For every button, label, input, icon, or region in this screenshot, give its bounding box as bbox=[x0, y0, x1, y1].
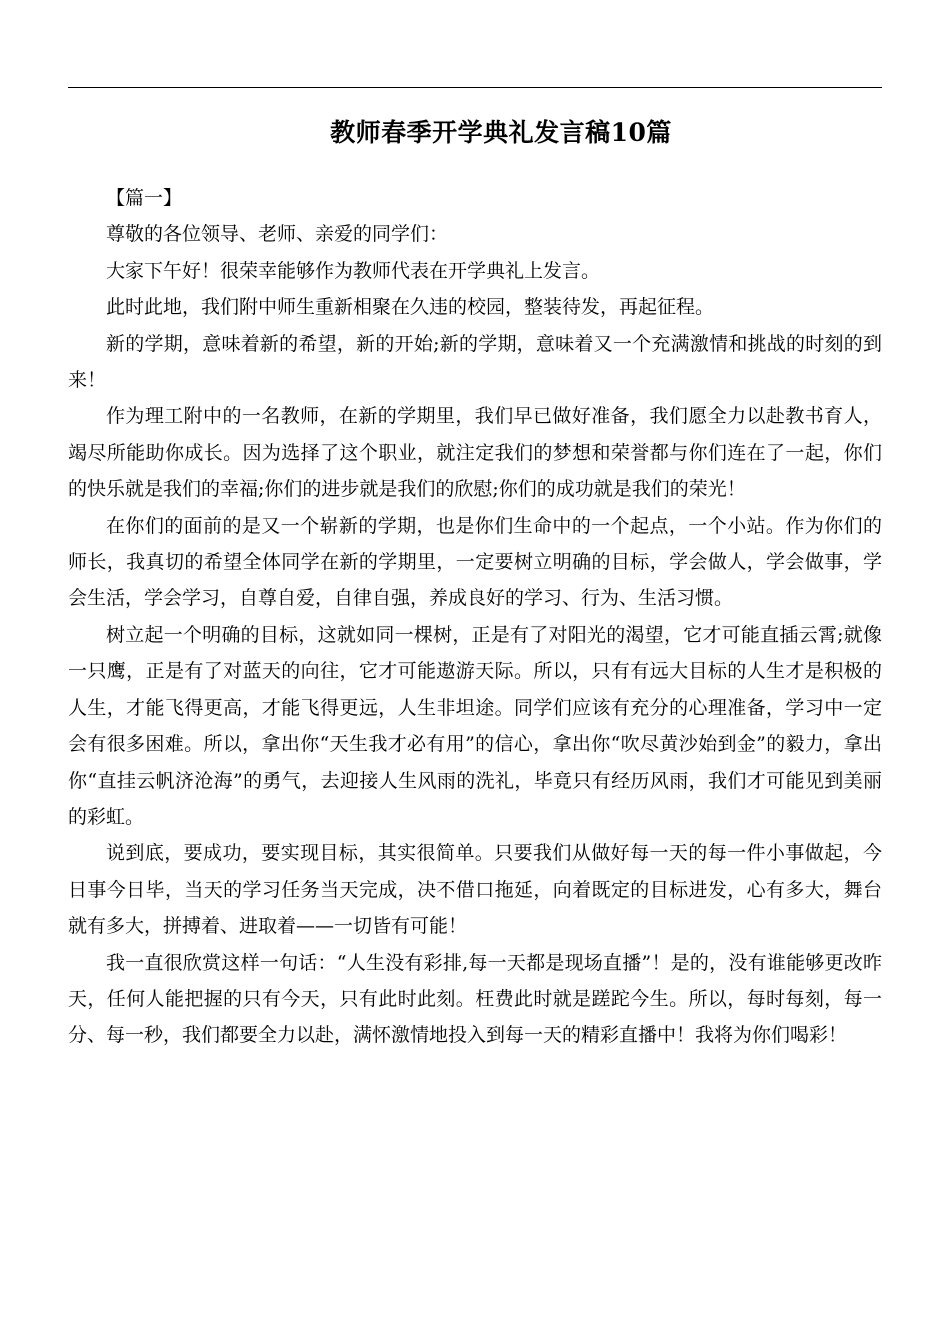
paragraph: 我一直很欣赏这样一句话：“人生没有彩排,每一天都是现场直播”！是的，没有谁能够更改昨天，任何人能把握的只有今天，只有此时此刻。枉费此时就是蹉跎今生。所以，每时每刻，每一分、每一秒，我们都要全力以赴，满怀激情地投入到每一天的精彩直播中！我将为你们喝彩！ bbox=[68, 951, 882, 1047]
document-body bbox=[68, 180, 882, 1054]
paragraph-greeting: 大家下午好！很荣幸能够作为教师代表在开学典礼上发言。 bbox=[106, 259, 601, 282]
document-title: 教师春季开学典礼发言稿10篇 bbox=[330, 117, 672, 147]
header-rule bbox=[68, 87, 882, 88]
paragraph: 说到底，要成功，要实现目标，其实很简单。只要我们从做好每一天的每一件小事做起，今日事今日毕，当天的学习任务当天完成，决不借口拖延，向着既定的目标进发，心有多大，舞台就有多大，拼搏着、进取着——一切皆有可能！ bbox=[68, 842, 882, 938]
paragraph-salutation: 尊敬的各位领导、老师、亲爱的同学们： bbox=[106, 223, 449, 246]
section-heading: 【篇一】 bbox=[106, 187, 183, 209]
paragraph: 作为理工附中的一名教师，在新的学期里，我们早已做好准备，我们愿全力以赴教书育人，竭尽所能助你成长。因为选择了这个职业，就注定我们的梦想和荣誉都与你们连在了一起，你们的快乐就是我们的幸福;你们的进步就是我们的欣慰;你们的成功就是我们的荣光！ bbox=[68, 405, 882, 501]
paragraph: 在你们的面前的是又一个崭新的学期，也是你们生命中的一个起点，一个小站。作为你们的师长，我真切的希望全体同学在新的学期里，一定要树立明确的目标，学会做人，学会做事，学会生活，学会学习，自尊自爱，自律自强，养成良好的学习、行为、生活习惯。 bbox=[68, 514, 882, 610]
paragraph: 此时此地，我们附中师生重新相聚在久违的校园，整装待发，再起征程。 bbox=[106, 296, 715, 319]
paragraph: 树立起一个明确的目标，这就如同一棵树，正是有了对阳光的渴望，它才可能直插云霄;就像一只鹰，正是有了对蓝天的向往，它才可能遨游天际。所以，只有有远大目标的人生才是积极的人生，才能飞得更高，才能飞得更远，人生非坦途。同学们应该有充分的心理准备，学习中一定会有很多困难。所以，拿出你“天生我才必有用”的信心，拿出你“吹尽黄沙始到金”的毅力，拿出你“直挂云帆济沧海”的勇气，去迎接人生风雨的洗礼，毕竟只有经历风雨，我们才可能见到美丽的彩虹。 bbox=[68, 623, 882, 828]
paragraph: 新的学期，意味着新的希望，新的开始;新的学期，意味着又一个充满激情和挑战的时刻的到来！ bbox=[68, 332, 882, 392]
